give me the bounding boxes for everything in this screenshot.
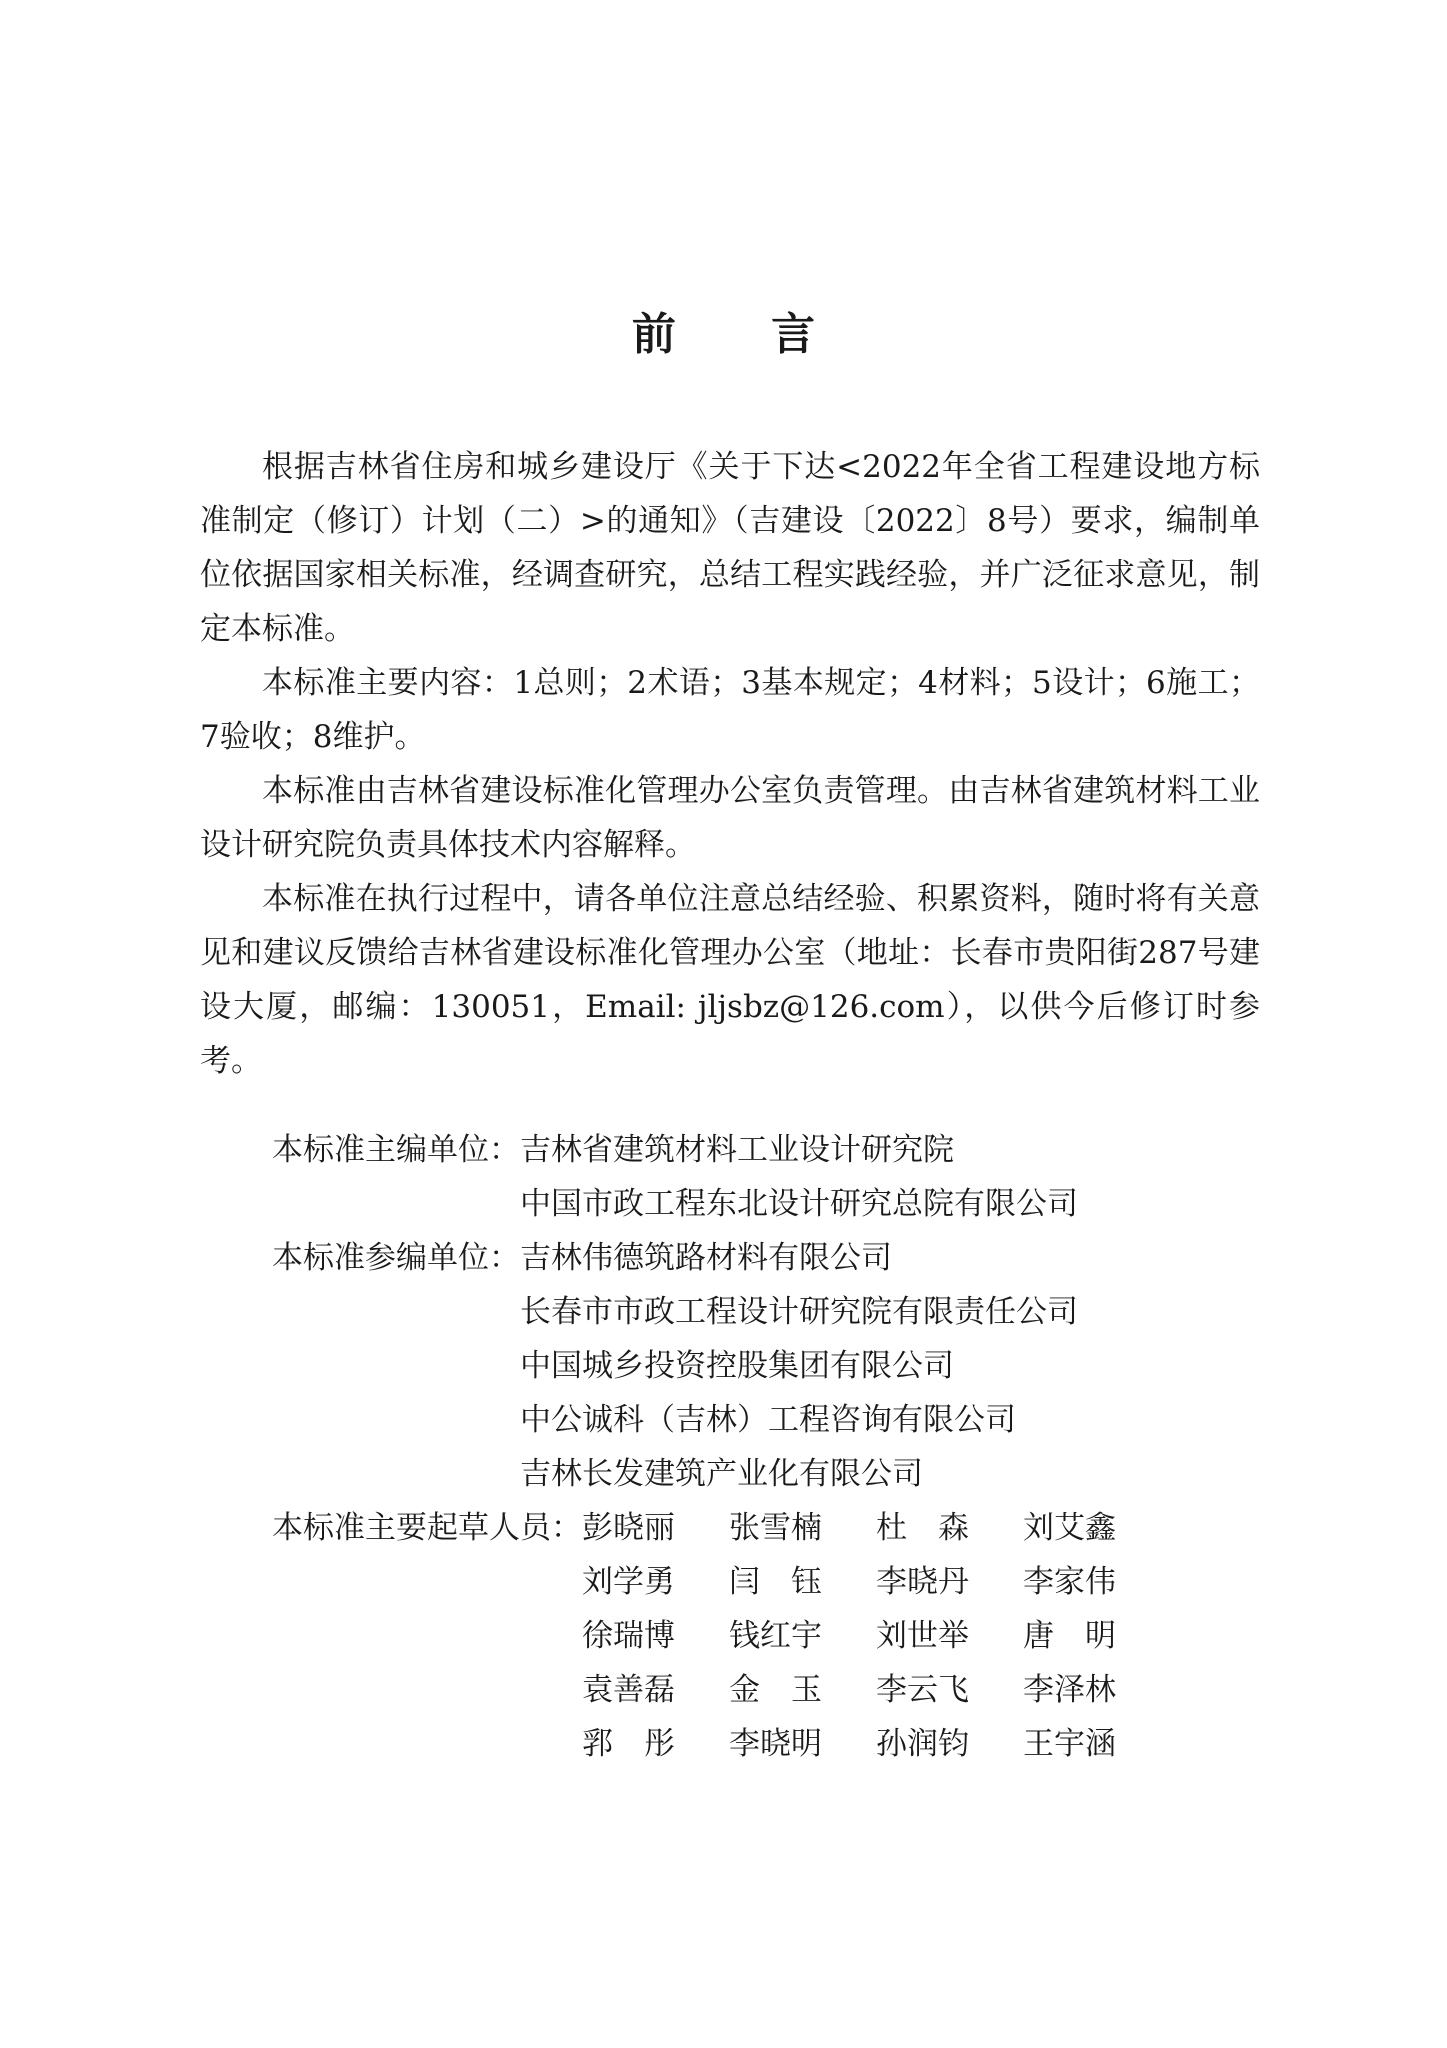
paragraph-management: 本标准由吉林省建设标准化管理办公室负责管理。由吉林省建筑材料工业设计研究院负责具体技术内容解释。 — [200, 773, 1260, 863]
chief-editor-group — [272, 1123, 1170, 1231]
participating-unit: 中公诚科（吉林）工程咨询有限公司 — [520, 1402, 1016, 1438]
drafter-name: 李泽林 — [1023, 1672, 1116, 1708]
drafter-name: 王宇涵 — [1023, 1726, 1116, 1762]
participating-units — [520, 1231, 1078, 1501]
chief-editor-unit: 吉林省建筑材料工业设计研究院 — [520, 1132, 954, 1168]
drafters-group — [272, 1501, 1170, 1771]
drafter-name: 闫 钰 — [729, 1564, 822, 1600]
chief-editor-units — [520, 1123, 1078, 1231]
drafter-name: 李晓明 — [729, 1726, 822, 1762]
drafter-name: 李云飞 — [876, 1672, 969, 1708]
drafters-label: 本标准主要起草人员： — [272, 1510, 582, 1546]
drafter-name: 张雪楠 — [729, 1510, 822, 1546]
drafter-name: 金 玉 — [729, 1672, 822, 1708]
chief-editor-label: 本标准主编单位： — [272, 1132, 520, 1168]
preface-body — [200, 440, 1260, 1088]
drafter-name: 钱红宇 — [729, 1618, 822, 1654]
drafter-name: 郛 彤 — [582, 1726, 675, 1762]
paragraph-feedback: 本标准在执行过程中，请各单位注意总结经验、积累资料，随时将有关意见和建议反馈给吉林省建设标准化管理办公室（地址：长春市贵阳街287号建设大厦，邮编：130051，Email: jljsbz@126.com），以供今后修订时参考。 — [200, 881, 1260, 1079]
drafter-name: 孙润钧 — [876, 1726, 969, 1762]
drafter-name: 唐 明 — [1023, 1618, 1116, 1654]
drafter-name: 李家伟 — [1023, 1564, 1116, 1600]
participating-group — [272, 1231, 1170, 1501]
drafter-name: 李晓丹 — [876, 1564, 969, 1600]
credits-section — [272, 1123, 1170, 1771]
page-title: 前 言 — [631, 309, 856, 360]
drafter-name: 刘艾鑫 — [1023, 1510, 1116, 1546]
drafter-name: 彭晓丽 — [582, 1510, 675, 1546]
participating-label: 本标准参编单位： — [272, 1240, 520, 1276]
paragraph-basis: 根据吉林省住房和城乡建设厅《关于下达<2022年全省工程建设地方标准制定（修订）计划（二）>的通知》（吉建设〔2022〕8号）要求，编制单位依据国家相关标准，经调查研究，总结工程实践经验，并广泛征求意见，制定本标准。 — [200, 449, 1260, 647]
participating-unit: 吉林长发建筑产业化有限公司 — [520, 1456, 923, 1492]
drafters-names — [582, 1501, 1170, 1771]
drafter-name: 袁善磊 — [582, 1672, 675, 1708]
participating-unit: 中国城乡投资控股集团有限公司 — [520, 1348, 954, 1384]
drafter-name: 刘学勇 — [582, 1564, 675, 1600]
drafter-name: 徐瑞博 — [582, 1618, 675, 1654]
paragraph-contents: 本标准主要内容：1总则；2术语；3基本规定；4材料；5设计；6施工；7验收；8维护。 — [200, 665, 1260, 755]
chief-editor-unit: 中国市政工程东北设计研究总院有限公司 — [520, 1186, 1078, 1222]
drafter-name: 杜 森 — [876, 1510, 969, 1546]
participating-unit: 长春市市政工程设计研究院有限责任公司 — [520, 1294, 1078, 1330]
participating-unit: 吉林伟德筑路材料有限公司 — [520, 1240, 892, 1276]
drafter-name: 刘世举 — [876, 1618, 969, 1654]
